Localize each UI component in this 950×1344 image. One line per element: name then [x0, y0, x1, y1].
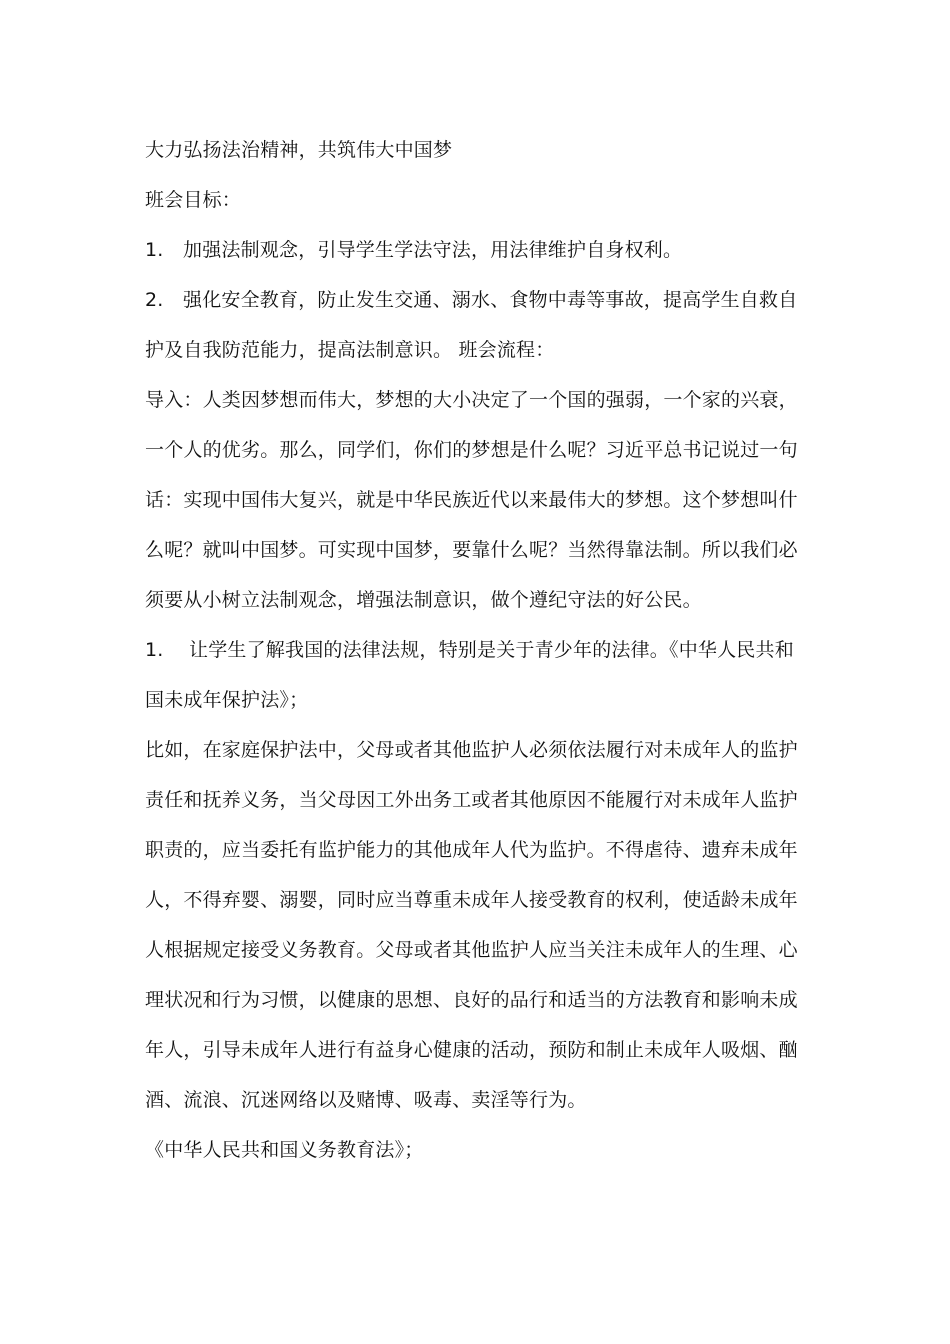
list-number: 1. — [145, 639, 164, 661]
paragraph-line: 班会目标： — [145, 189, 242, 211]
paragraph-line: 护及自我防范能力，提高法制意识。 班会流程： — [145, 339, 555, 361]
paragraph-line: 须要从小树立法制观念，增强法制意识，做个遵纪守法的好公民。 — [145, 589, 702, 611]
list-item — [145, 287, 797, 313]
paragraph-line: 人根据规定接受义务教育。父母或者其他监护人应当关注未成年人的生理、心 — [145, 939, 798, 961]
paragraph-line: 酒、流浪、沉迷网络以及赌博、吸毒、卖淫等行为。 — [145, 1089, 587, 1111]
list-item-text: 让学生了解我国的法律法规，特别是关于青少年的法律。《中华人民共和 — [189, 639, 794, 661]
list-item-text: 加强法制观念，引导学生学法守法，用法律维护自身权利。 — [183, 239, 683, 261]
list-item — [145, 237, 682, 263]
list-number: 2. — [145, 289, 164, 311]
list-item-text: 强化安全教育，防止发生交通、溺水、食物中毒等事故，提高学生自救自 — [183, 289, 798, 311]
list-number: 1. — [145, 239, 164, 261]
paragraph-line: 人，不得弃婴、溺婴，同时应当尊重未成年人接受教育的权利，使适龄未成年 — [145, 889, 798, 911]
paragraph-line: 职责的，应当委托有监护能力的其他成年人代为监护。不得虐待、遗弃未成年 — [145, 839, 798, 861]
paragraph-line: 国未成年保护法》； — [145, 689, 309, 711]
paragraph-line: 一个人的优劣。那么，同学们，你们的梦想是什么呢？习近平总书记说过一句 — [145, 439, 798, 461]
paragraph-line: 理状况和行为习惯，以健康的思想、良好的品行和适当的方法教育和影响未成 — [145, 989, 798, 1011]
paragraph-line: 导入：人类因梦想而伟大，梦想的大小决定了一个国的强弱，一个家的兴衰， — [145, 389, 798, 411]
paragraph-line: 《中华人民共和国义务教育法》； — [145, 1139, 424, 1161]
paragraph-line: 话：实现中国伟大复兴，就是中华民族近代以来最伟大的梦想。这个梦想叫什 — [145, 489, 798, 511]
list-item — [145, 637, 794, 663]
document-title: 大力弘扬法治精神，共筑伟大中国梦 — [145, 139, 453, 161]
paragraph-line: 年人，引导未成年人进行有益身心健康的活动，预防和制止未成年人吸烟、酗 — [145, 1039, 798, 1061]
paragraph-line: 责任和抚养义务，当父母因工外出务工或者其他原因不能履行对未成年人监护 — [145, 789, 798, 811]
paragraph-line: 比如，在家庭保护法中，父母或者其他监护人必须依法履行对未成年人的监护 — [145, 739, 798, 761]
paragraph-line: 么呢？就叫中国梦。可实现中国梦，要靠什么呢？当然得靠法制。所以我们必 — [145, 539, 798, 561]
